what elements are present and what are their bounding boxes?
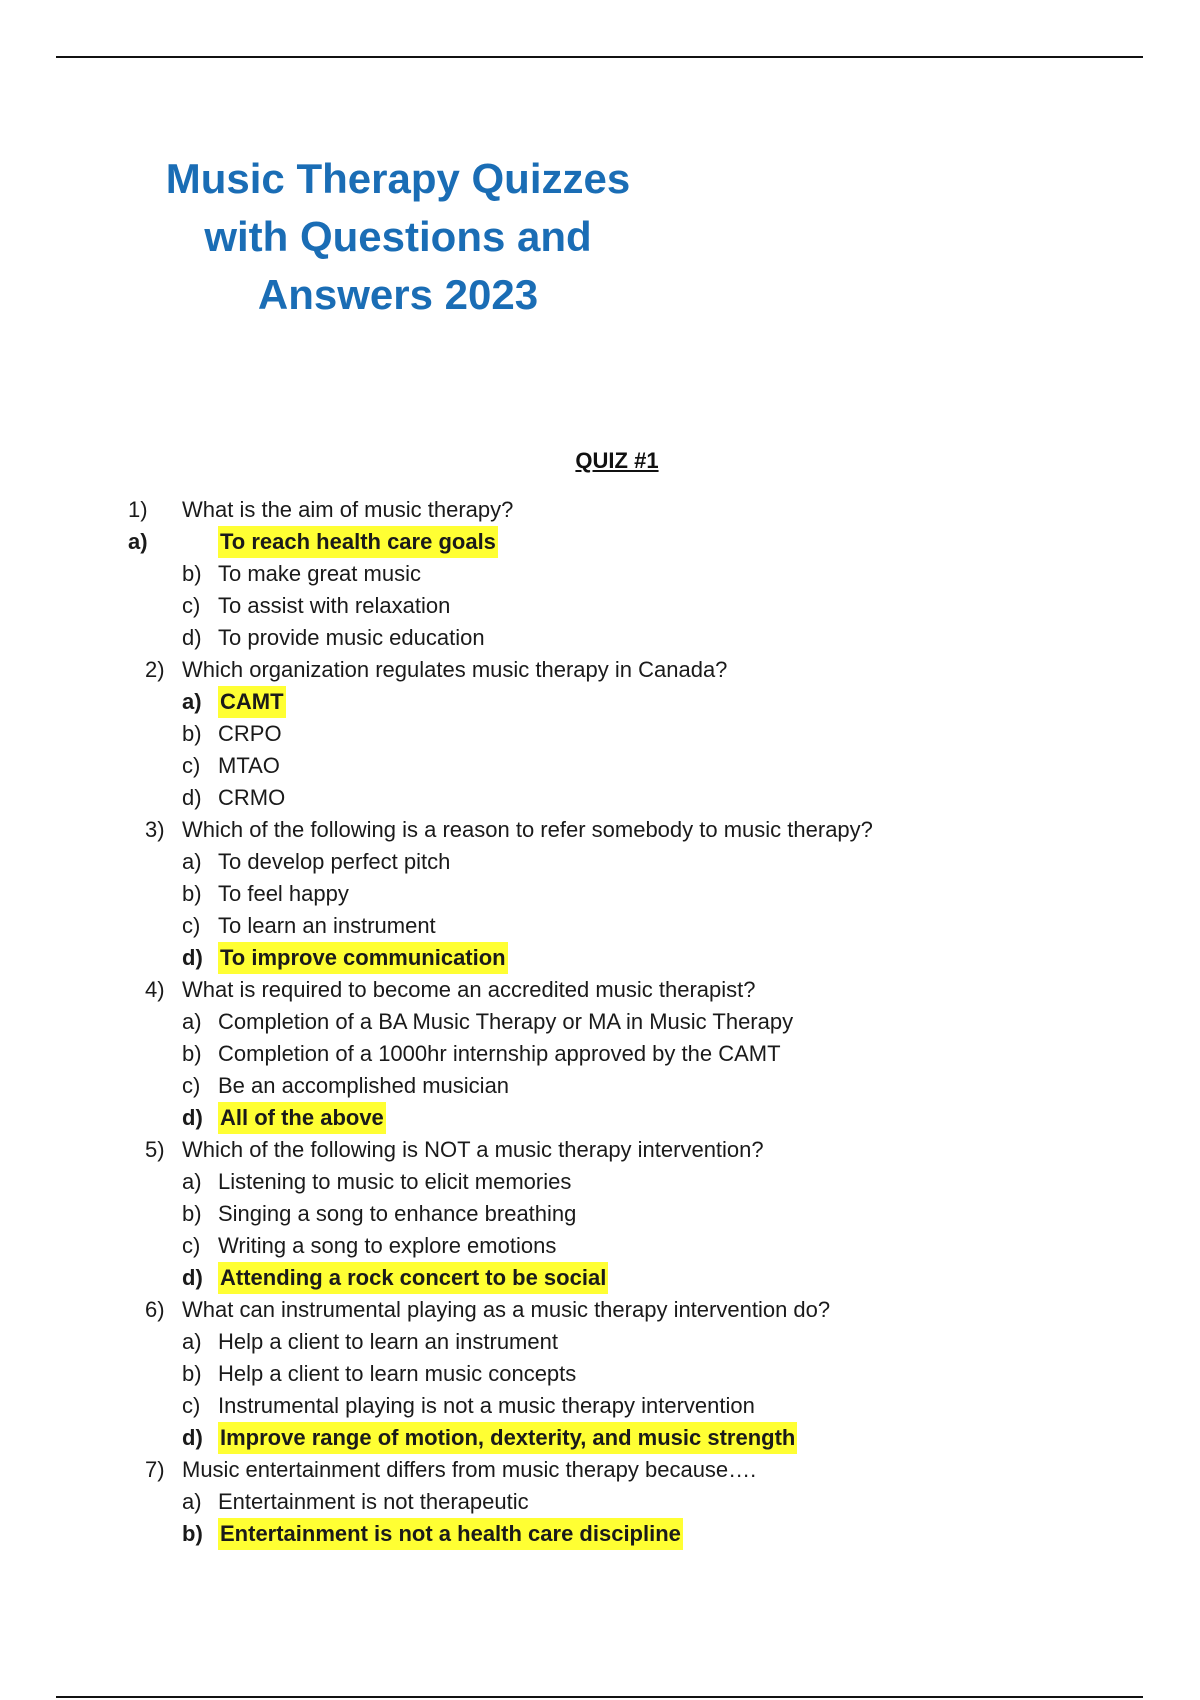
option-label: d) [182,1425,203,1450]
option-label: c) [182,913,201,938]
option-text: To improve communication [218,942,508,974]
answer-option-correct [0,686,1200,718]
answer-option-correct [0,1262,1200,1294]
answer-option [0,1326,1200,1358]
answer-option [0,1486,1200,1518]
question-row [0,974,1200,1006]
option-label: b) [182,561,202,586]
option-label: a) [182,1169,202,1194]
option-text: Improve range of motion, dexterity, and music strength [218,1422,797,1454]
quiz-heading: QUIZ #1 [575,448,659,473]
answer-option [0,846,1200,878]
option-text: Help a client to learn an instrument [218,1329,558,1354]
option-label: c) [182,753,201,778]
answer-option [0,878,1200,910]
option-label: b) [182,721,202,746]
title-line: with Questions and [204,213,592,260]
option-text: To learn an instrument [218,913,436,938]
quiz-list [0,494,1200,1550]
option-text: Singing a song to enhance breathing [218,1201,577,1226]
option-text: To develop perfect pitch [218,849,451,874]
question-number: 3) [145,817,165,842]
option-label: b) [182,1361,202,1386]
option-text: To feel happy [218,881,349,906]
question-text: Music entertainment differs from music therapy because…. [182,1457,757,1482]
question-row [0,814,1200,846]
question-row [0,494,1200,526]
answer-option [0,1166,1200,1198]
option-text: MTAO [218,753,280,778]
question-number: 5) [145,1137,165,1162]
option-label: a) [182,1329,202,1354]
top-rule [56,56,1143,58]
option-text: Be an accomplished musician [218,1073,510,1098]
answer-option [0,1230,1200,1262]
answer-option [0,1358,1200,1390]
question-number: 1) [128,497,148,522]
question-number: 6) [145,1297,165,1322]
option-label: a) [182,849,202,874]
title-line: Answers 2023 [257,271,539,318]
option-text: All of the above [218,1102,386,1134]
answer-option [0,622,1200,654]
answer-option-correct [0,1422,1200,1454]
answer-option [0,1038,1200,1070]
option-label: d) [182,1105,203,1130]
option-text: Instrumental playing is not a music therapy intervention [218,1393,755,1418]
option-label: c) [182,593,201,618]
option-label: d) [182,1265,203,1290]
question-text: Which of the following is a reason to refer somebody to music therapy? [182,817,873,842]
option-label: d) [182,785,202,810]
answer-option [0,1390,1200,1422]
option-text: Listening to music to elicit memories [218,1169,572,1194]
answer-option [0,910,1200,942]
option-label: b) [182,881,202,906]
question-number: 4) [145,977,165,1002]
bottom-rule [56,1696,1143,1698]
option-label: d) [182,625,202,650]
answer-option [0,1070,1200,1102]
answer-option [0,782,1200,814]
option-label: b) [182,1201,202,1226]
document-title [118,150,678,324]
option-label: c) [182,1073,201,1098]
option-text: Entertainment is not a health care discipline [218,1518,683,1550]
question-row [0,1454,1200,1486]
answer-option-correct [0,1102,1200,1134]
option-text: CRMO [218,785,286,810]
option-text: CAMT [218,686,286,718]
answer-option [0,558,1200,590]
option-text: Completion of a 1000hr internship approved by the CAMT [218,1041,781,1066]
answer-option-correct [0,942,1200,974]
question-text: Which organization regulates music therapy in Canada? [182,657,728,682]
question-number: 2) [145,657,165,682]
title-line: Music Therapy Quizzes [165,155,631,202]
question-row [0,1294,1200,1326]
answer-option [0,590,1200,622]
option-text: Help a client to learn music concepts [218,1361,577,1386]
option-text: Entertainment is not therapeutic [218,1489,529,1514]
option-text: To reach health care goals [218,526,498,558]
option-label: a) [182,689,202,714]
question-row [0,654,1200,686]
option-label: a) [182,1489,202,1514]
option-label: c) [182,1233,201,1258]
option-text: Completion of a BA Music Therapy or MA in Music Therapy [218,1009,794,1034]
option-label: a) [182,1009,202,1034]
option-text: To make great music [218,561,421,586]
option-label: b) [182,1041,202,1066]
option-text: CRPO [218,721,282,746]
answer-option-correct [0,1518,1200,1550]
question-number: 7) [145,1457,165,1482]
option-label: c) [182,1393,201,1418]
option-label: b) [182,1521,203,1546]
question-text: What is the aim of music therapy? [182,497,514,522]
option-label: a) [128,529,148,554]
question-text: What is required to become an accredited music therapist? [182,977,756,1002]
option-text: Attending a rock concert to be social [218,1262,608,1294]
answer-option [0,750,1200,782]
answer-option [0,718,1200,750]
option-text: To provide music education [218,625,485,650]
option-text: Writing a song to explore emotions [218,1233,557,1258]
answer-option [0,1006,1200,1038]
answer-option [0,1198,1200,1230]
answer-option-correct [0,526,1200,558]
option-label: d) [182,945,203,970]
question-row [0,1134,1200,1166]
question-text: What can instrumental playing as a music therapy intervention do? [182,1297,831,1322]
option-text: To assist with relaxation [218,593,451,618]
question-text: Which of the following is NOT a music therapy intervention? [182,1137,764,1162]
